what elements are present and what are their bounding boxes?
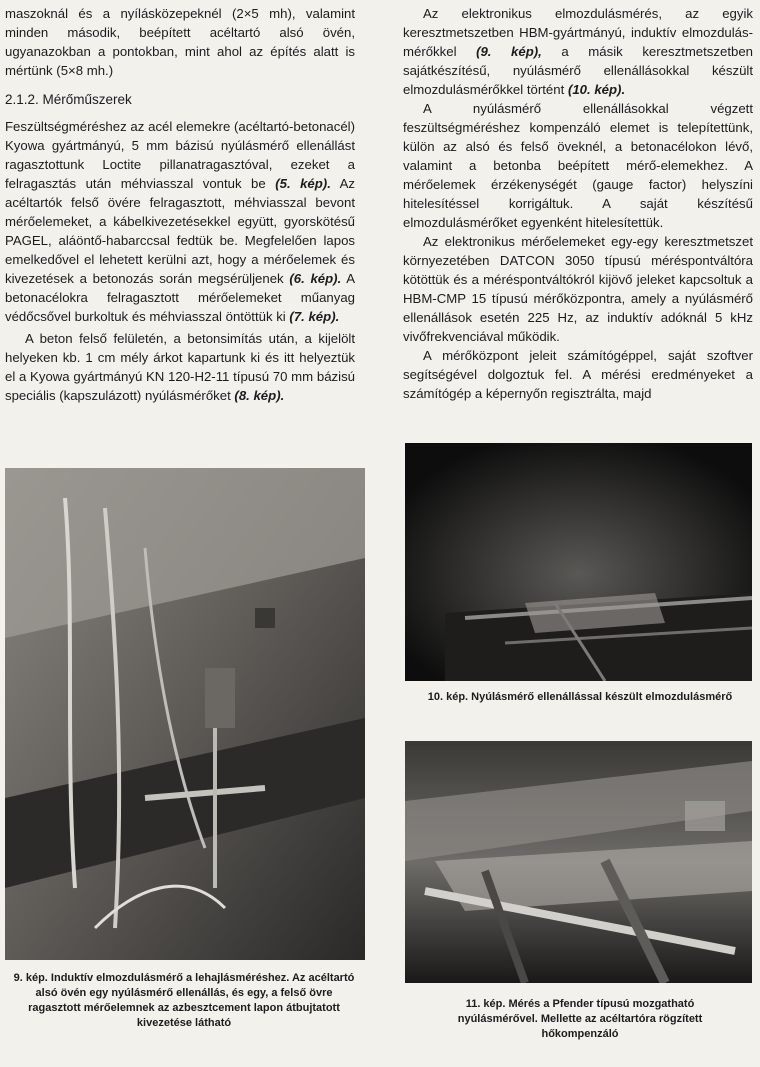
figure-10-caption: 10. kép. Nyúlásmérő ellenállással készült elmozdulásmérő xyxy=(427,691,733,703)
right-paragraph-2: A nyúlásmérő ellenállásokkal végzett feszültségméréshez kompenzáló elemet is telepítettünk, külön az alsó és felső öveknél, a betonacélokon lévő, valamint a betonba beépített mérő-elemekhez. A mérőelemek érzékenységét (gauge factor) helyszíni hitelesítéssel korrigáltuk. A saját készítésű elmozdulásmérőket egyenként hitelesítettük. xyxy=(403,101,753,230)
right-paragraph-1b-text: a másik keresztmetszetben sajátkészítésű, nyúlásmérő ellenállásokkal készült elmozdulásmérőkkel történt xyxy=(403,44,753,97)
figure-10-illustration xyxy=(405,443,752,681)
left-paragraph-1: maszoknál és a nyílásközepeknél (2×5 mh), valamint minden második, beépített acéltartó alsó övén, ugyanazokban a pontokban, mint ahol az építés alatt is mértünk (5×8 mh.) xyxy=(5,6,355,78)
figure-ref-9: (9. kép), xyxy=(476,44,542,59)
left-column xyxy=(5,4,355,405)
figure-11-illustration xyxy=(405,741,752,983)
figure-11-photo xyxy=(405,741,752,983)
figure-9-caption: 9. kép. Induktív elmozdulásmérő a lehajlásméréshez. Az acéltartó alsó övén egy nyúlásmérő ellenállás, és egy, a felső övre ragasztott mérőelemnek az azbesztcement lapon átbujtatott kivezetése látható xyxy=(13,972,355,1029)
figure-11-caption: 11. kép. Mérés a Pfender típusú mozgatható nyúlásmérővel. Mellette az acéltartóra rögzített hőkompenzáló xyxy=(457,998,703,1040)
left-paragraph-2b-text: Az acéltartók felső övére felragasztott, méhviasszal bevont mérőelemeket, a kábelkivezetésekkel együtt, gyorskötésű PAGEL, aláöntő-habarccsal fedtük be. Megfelelően lapos emelkedővel el lehetett kerülni azt, hogy a mérőelemek és kivezetések a betonozás során megsérüljenek xyxy=(5,176,355,286)
left-paragraph-3 xyxy=(5,329,355,405)
left-paragraph-2-text: Feszültségméréshez az acél elemekre (acéltartó-betonacél) Kyowa gyártmányú, 5 mm bázisú nyúlásmérő ellenállást ragasztottunk Loctite pillanatragasztóval, ezeket a felragasztás után méhviasszal vontuk be xyxy=(5,119,355,191)
right-paragraph-1 xyxy=(403,4,753,99)
figure-ref-10: (10. kép). xyxy=(567,82,626,97)
figure-ref-6: (6. kép). xyxy=(289,271,342,286)
right-paragraph-1-text: Az elektronikus elmozdulásmérés, az egyik keresztmetszetben HBM-gyártmányú, induktív elmozdulás-mérőkkel xyxy=(403,6,753,59)
figure-ref-8: (8. kép). xyxy=(234,388,285,403)
right-column xyxy=(403,4,753,403)
right-paragraph-4: A mérőközpont jeleit számítógéppel, saját szoftver segítségével dolgoztuk fel. A mérési eredményeket a számítógép a képernyőn regisztrálta, majd xyxy=(403,348,753,401)
left-paragraph-3-text: A beton felső felületén, a betonsimítás után, a kijelölt helyeken kb. 1 cm mély árkot kapartunk ki és itt helyeztük el a Kyowa gyártmányú KN 120-H2-11 típusú 70 mm bázisú speciális (kapszulázott) nyúlásmérőket xyxy=(5,331,355,403)
figure-10-photo xyxy=(405,443,752,681)
left-paragraph-2 xyxy=(5,117,355,326)
figure-ref-5: (5. kép). xyxy=(275,176,331,191)
figure-9-illustration xyxy=(5,468,365,960)
right-paragraph-3: Az elektronikus mérőelemeket egy-egy keresztmetszet környezetében DATCON 3050 típusú méréspontváltóra kötöttük és a méréspontváltókról kijövő jeleket kapcsoltuk a HBM-CMP 15 típusú mérőközpontra, amely a nyúlásmérő ellenállások esetén 225 Hz, az induktív adóknál 5 kHz vivőfrekvenciával működik. xyxy=(403,234,753,344)
left-paragraph-2c-text: A betonacélokra felragasztott mérőelemeket műanyag védőcsővel burkoltuk és méhviasszal öntöttük ki xyxy=(5,271,356,324)
figure-ref-7: (7. kép). xyxy=(289,309,340,324)
section-heading: 2.1.2. Mérőműszerek xyxy=(5,92,132,107)
figure-9-photo xyxy=(5,468,365,960)
